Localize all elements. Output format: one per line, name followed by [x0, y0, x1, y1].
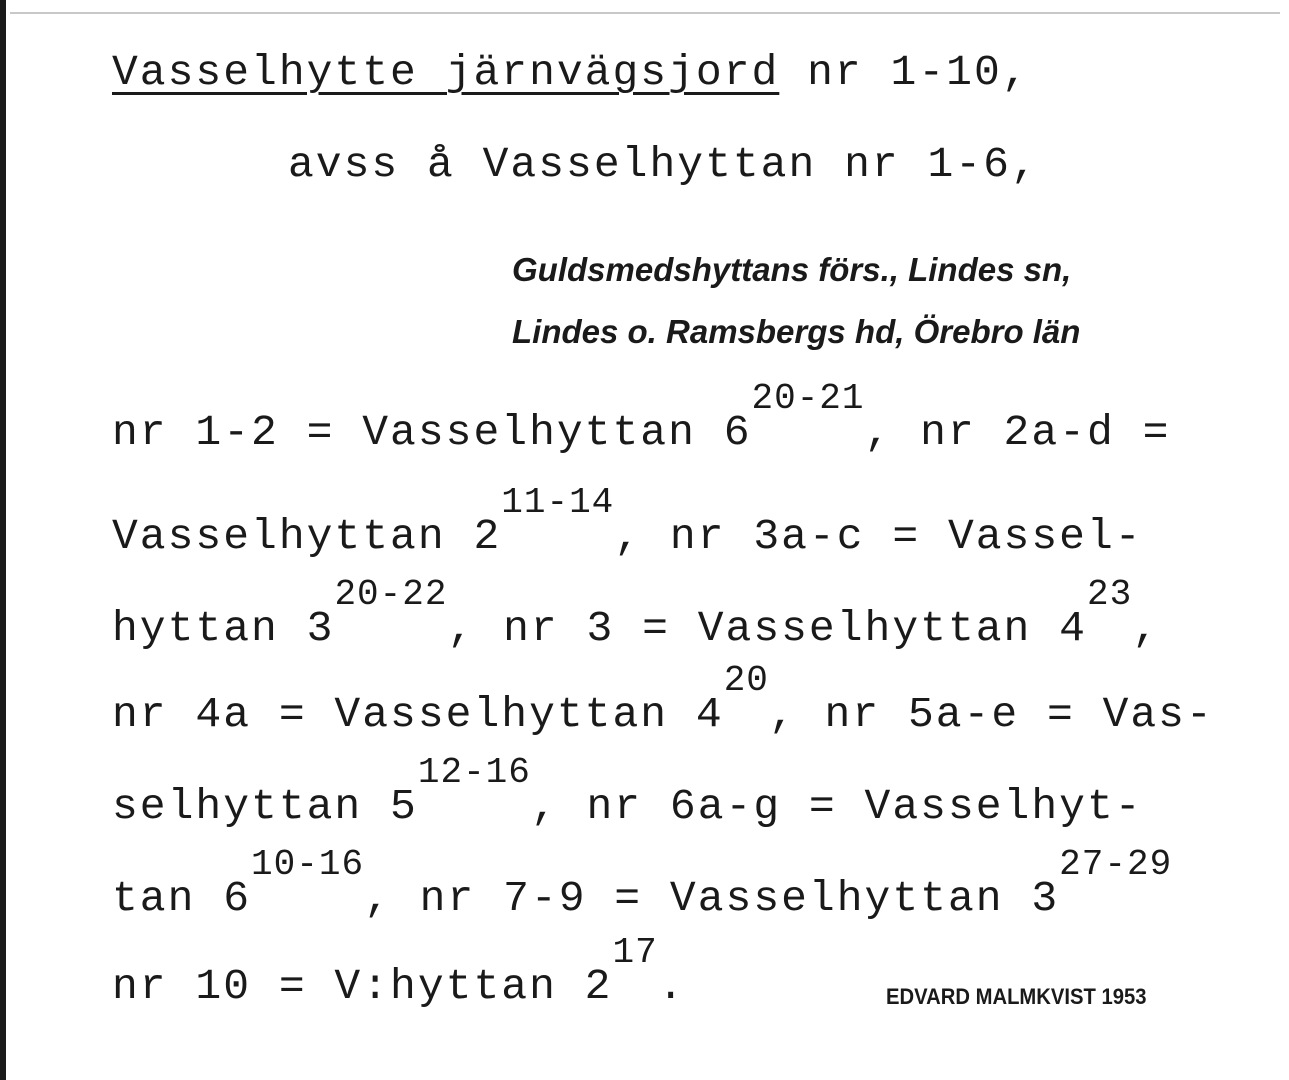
body-text: tan 6: [112, 874, 252, 923]
parish-line-1: Guldsmedshyttans förs., Lindes sn,: [512, 251, 1072, 288]
body-text: , nr 6a-g = Vasselhyt-: [530, 782, 1143, 831]
body-line-4: [112, 660, 1214, 742]
card-subtitle: [288, 140, 1039, 190]
body-text: , nr 3 = Vasselhyttan 4: [447, 604, 1087, 653]
body-text: , nr 3a-c = Vassel-: [614, 512, 1143, 561]
body-text: , nr 5a-e = Vas-: [768, 690, 1214, 739]
body-line-7: [112, 932, 686, 1014]
subtitle-text: avss å Vasselhyttan nr 1-6,: [288, 140, 1039, 189]
body-text: Vasselhyttan 2: [112, 512, 502, 561]
superscript: 20: [723, 660, 769, 701]
body-text: hyttan 3: [112, 604, 335, 653]
body-line-6: [112, 844, 1173, 926]
superscript: 11-14: [501, 482, 615, 523]
body-line-3: [112, 574, 1160, 656]
card-title: [112, 48, 1030, 98]
author-stamp: EDVARD MALMKVIST 1953: [886, 984, 1147, 1009]
parish-line-2: Lindes o. Ramsbergs hd, Örebro län: [512, 313, 1081, 350]
card-left-edge: [0, 0, 6, 1080]
body-text: nr 1-2 = Vasselhyttan 6: [112, 408, 752, 457]
superscript: 12-16: [417, 752, 531, 793]
body-text: selhyttan 5: [112, 782, 418, 831]
superscript: 20-22: [334, 574, 448, 615]
superscript: 10-16: [251, 844, 365, 885]
body-text: , nr 2a-d =: [864, 408, 1171, 457]
body-text: , nr 7-9 = Vasselhyttan 3: [364, 874, 1060, 923]
body-text: ,: [1132, 604, 1160, 653]
superscript: 20-21: [751, 378, 865, 419]
superscript: 27-29: [1059, 844, 1173, 885]
title-underlined: Vasselhytte järnvägsjord: [112, 48, 780, 97]
superscript: 17: [612, 932, 658, 973]
body-line-1: [112, 378, 1171, 460]
body-text: nr 10 = V:hyttan 2: [112, 962, 613, 1011]
card-top-line: [10, 12, 1280, 14]
body-line-5: [112, 752, 1143, 834]
superscript: 23: [1086, 574, 1133, 615]
body-text: .: [657, 962, 686, 1011]
title-rest: nr 1-10,: [779, 48, 1030, 97]
body-line-2: [112, 482, 1143, 564]
body-text: nr 4a = Vasselhyttan 4: [112, 690, 724, 739]
